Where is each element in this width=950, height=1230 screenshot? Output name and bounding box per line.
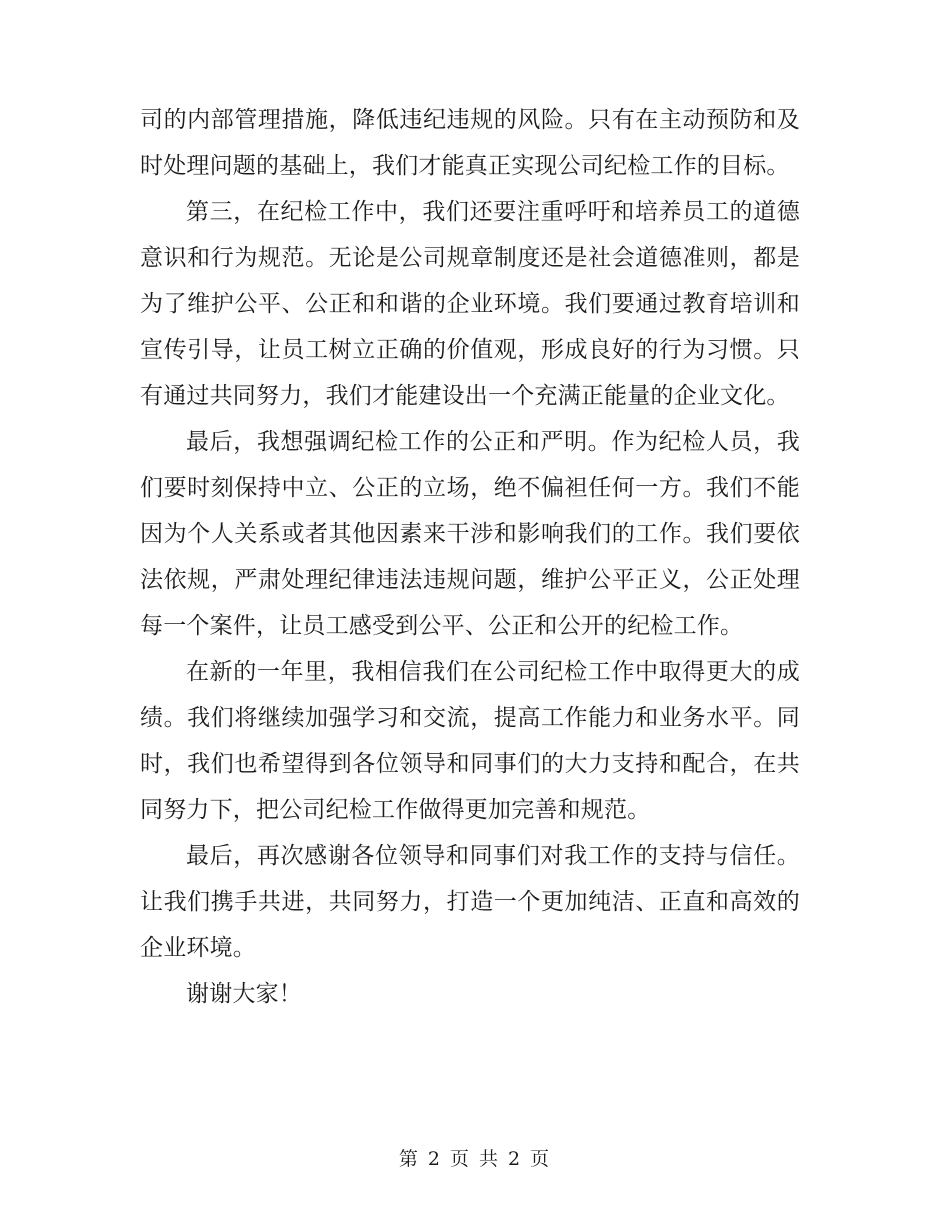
paragraph-new-year: 在新的一年里，我相信我们在公司纪检工作中取得更大的成绩。我们将继续加强学习和交流，提高工作能力和业务水平。同时，我们也希望得到各位领导和同事们的大力支持和配合，在共同努力下，把公司纪检工作做得更加完善和规范。 bbox=[140, 659, 800, 823]
paragraph-continuation: 司的内部管理措施，降低违纪违规的风险。只有在主动预防和及时处理问题的基础上，我们才能真正实现公司纪检工作的目标。 bbox=[140, 107, 800, 179]
paragraph-third-point: 第三，在纪检工作中，我们还要注重呼吁和培养员工的道德意识和行为规范。无论是公司规章制度还是社会道德准则，都是为了维护公平、公正和和谐的企业环境。我们要通过教育培训和宣传引导，让员工树立正确的价值观，形成良好的行为习惯。只有通过共同努力，我们才能建设出一个充满正能量的企业文化。 bbox=[140, 199, 800, 409]
paragraph-thanks: 最后，再次感谢各位领导和同事们对我工作的支持与信任。让我们携手共进，共同努力，打造一个更加纯洁、正直和高效的企业环境。 bbox=[140, 843, 800, 961]
paragraph-closing: 谢谢大家！ bbox=[186, 981, 302, 1007]
page-footer: 第 2 页 共 2 页 bbox=[398, 1148, 552, 1170]
paragraph-fairness: 最后，我想强调纪检工作的公正和严明。作为纪检人员，我们要时刻保持中立、公正的立场，绝不偏袒任何一方。我们不能因为个人关系或者其他因素来干涉和影响我们的工作。我们要依法依规，严肃处理纪律违法违规问题，维护公平正义，公正处理每一个案件，让员工感受到公平、公正和公开的纪检工作。 bbox=[140, 429, 800, 639]
document-body bbox=[140, 97, 800, 1017]
